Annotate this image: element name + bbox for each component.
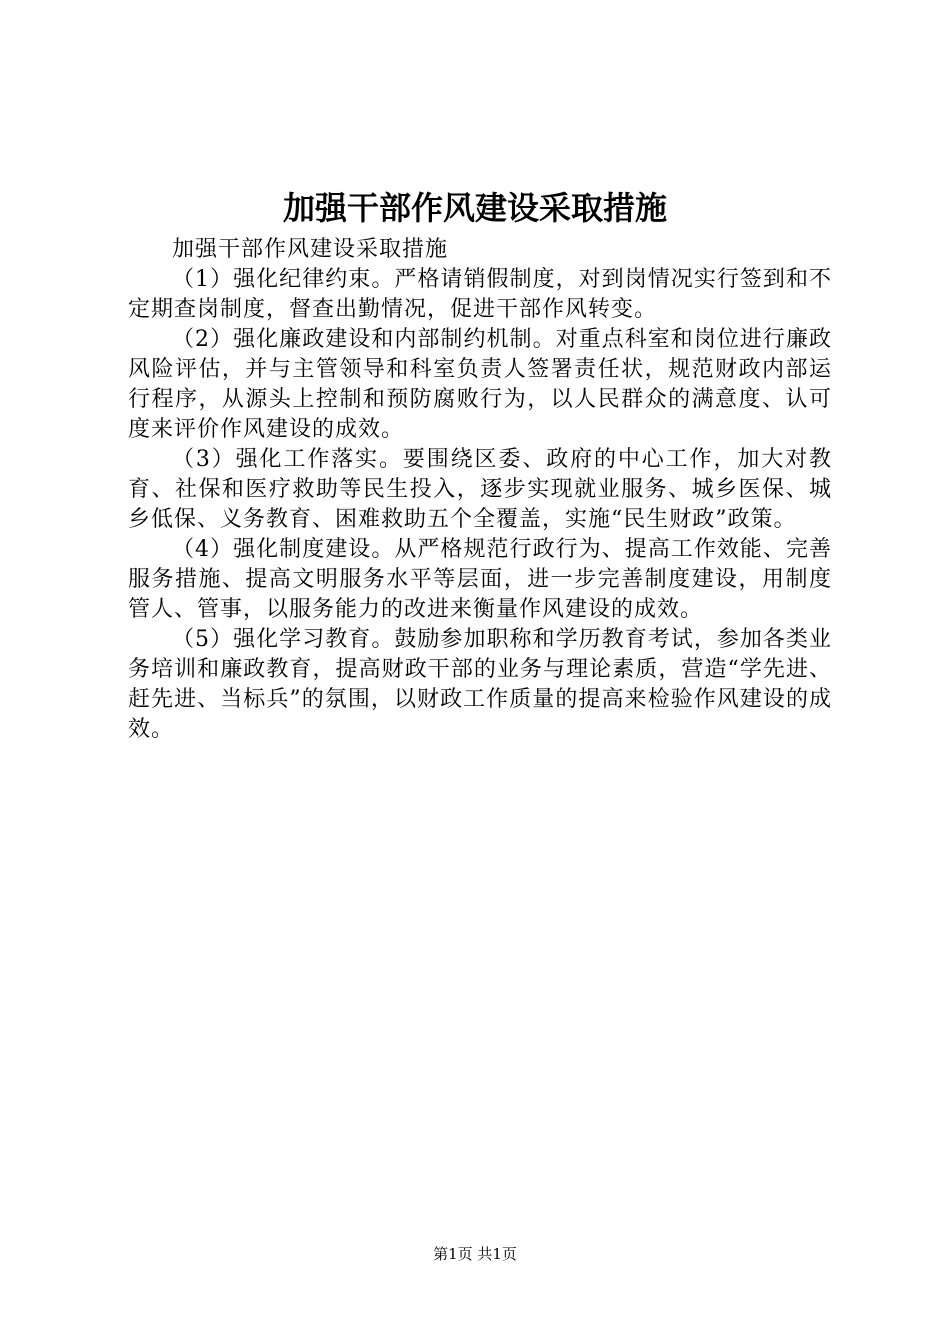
paragraph-item-5: （5）强化学习教育。鼓励参加职称和学历教育考试，参加各类业务培训和廉政教育，提高财政干部的业务与理论素质，营造“学先进、赶先进、当标兵”的氛围，以财政工作质量的提高来检验作风建设的成效。: [128, 627, 832, 742]
page-footer: 第1页 共1页: [433, 1245, 517, 1263]
page-title: 加强干部作风建设采取措施: [282, 189, 667, 227]
paragraph-item-1: （1）强化纪律约束。严格请销假制度，对到岗情况实行签到和不定期查岗制度，督查出勤情况，促进干部作风转变。: [128, 267, 832, 322]
document-body: [128, 235, 832, 745]
paragraph-item-2: （2）强化廉政建设和内部制约机制。对重点科室和岗位进行廉政风险评估，并与主管领导和科室负责人签署责任状，规范财政内部运行程序，从源头上控制和预防腐败行为，以人民群众的满意度、认可度来评价作风建设的成效。: [128, 327, 832, 442]
paragraph-heading: 加强干部作风建设采取措施: [172, 237, 449, 262]
paragraph-item-4: （4）强化制度建设。从严格规范行政行为、提高工作效能、完善服务措施、提高文明服务水平等层面，进一步完善制度建设，用制度管人、管事，以服务能力的改进来衡量作风建设的成效。: [128, 537, 832, 622]
paragraph-item-3: （3）强化工作落实。要围绕区委、政府的中心工作，加大对教育、社保和医疗救助等民生投入，逐步实现就业服务、城乡医保、城乡低保、义务教育、困难救助五个全覆盖，实施“民生财政”政策。: [128, 447, 832, 532]
